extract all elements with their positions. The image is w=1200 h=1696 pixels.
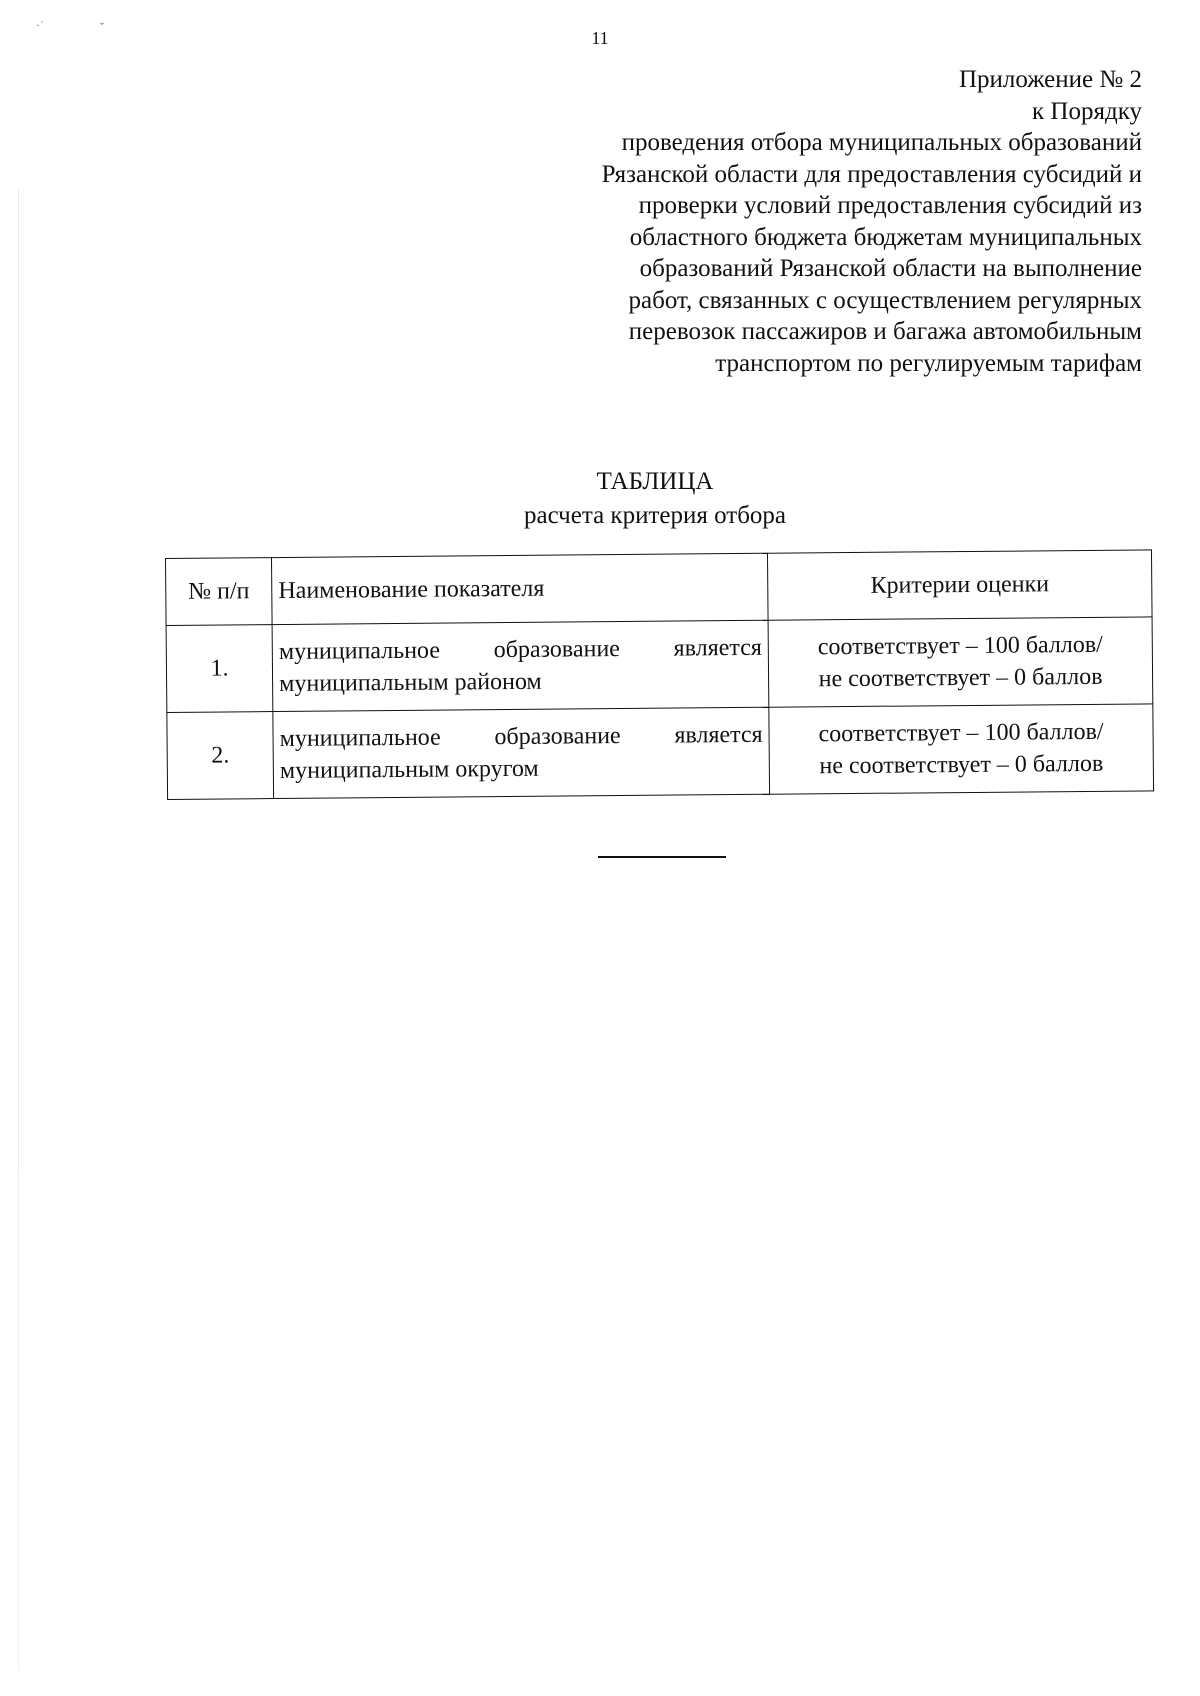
row-indicator-name: муниципальное образование является муниципальным округом <box>273 707 770 798</box>
header-indicator-name: Наименование показателя <box>272 553 768 624</box>
end-separator-line <box>598 856 726 858</box>
criteria-table <box>165 549 1154 800</box>
appendix-line: Приложение № 2 <box>958 66 1142 93</box>
criteria-line: не соответствует – 0 баллов <box>819 750 1104 780</box>
appendix-line: Рязанской области для предоставления субсидий и <box>601 160 1142 188</box>
row-indicator-name: муниципальное образование является муниципальным районом <box>272 620 769 711</box>
appendix-line: транспортом по регулируемым тарифам <box>715 349 1142 377</box>
table-row <box>167 704 1154 800</box>
page-number: 11 <box>591 28 609 48</box>
table-title: ТАБЛИЦА <box>596 468 714 495</box>
row-number: 1. <box>166 625 273 713</box>
criteria-line: соответствует – 100 баллов/ <box>817 631 1103 661</box>
criteria-line: соответствует – 100 баллов/ <box>818 718 1104 748</box>
scan-artifact-mark: ·˙ <box>36 18 44 32</box>
header-number: № п/п <box>166 558 273 626</box>
table-row <box>166 617 1153 713</box>
criteria-line: не соответствует – 0 баллов <box>818 663 1103 693</box>
appendix-line: к Порядку <box>1032 97 1142 125</box>
table-header-row <box>166 550 1153 626</box>
table-subtitle: расчета критерия отбора <box>523 502 787 529</box>
row-criteria <box>768 617 1153 707</box>
appendix-line: перевозок пассажиров и багажа автомобильным <box>628 318 1142 345</box>
scan-edge-line <box>18 190 19 1670</box>
header-criteria: Критерии оценки <box>767 550 1152 620</box>
row-number: 2. <box>167 712 274 800</box>
appendix-header <box>462 64 1142 379</box>
row-criteria <box>769 704 1154 794</box>
appendix-line: образований Рязанской области на выполнение <box>639 255 1142 282</box>
appendix-line: проведения отбора муниципальных образований <box>621 129 1142 156</box>
appendix-line: проверки условий предоставления субсидий из <box>638 192 1142 219</box>
appendix-line: областного бюджета бюджетам муниципальных <box>629 223 1142 251</box>
scan-artifact-mark: ˇ <box>100 20 104 34</box>
appendix-line: работ, связанных с осуществлением регулярных <box>628 286 1142 314</box>
